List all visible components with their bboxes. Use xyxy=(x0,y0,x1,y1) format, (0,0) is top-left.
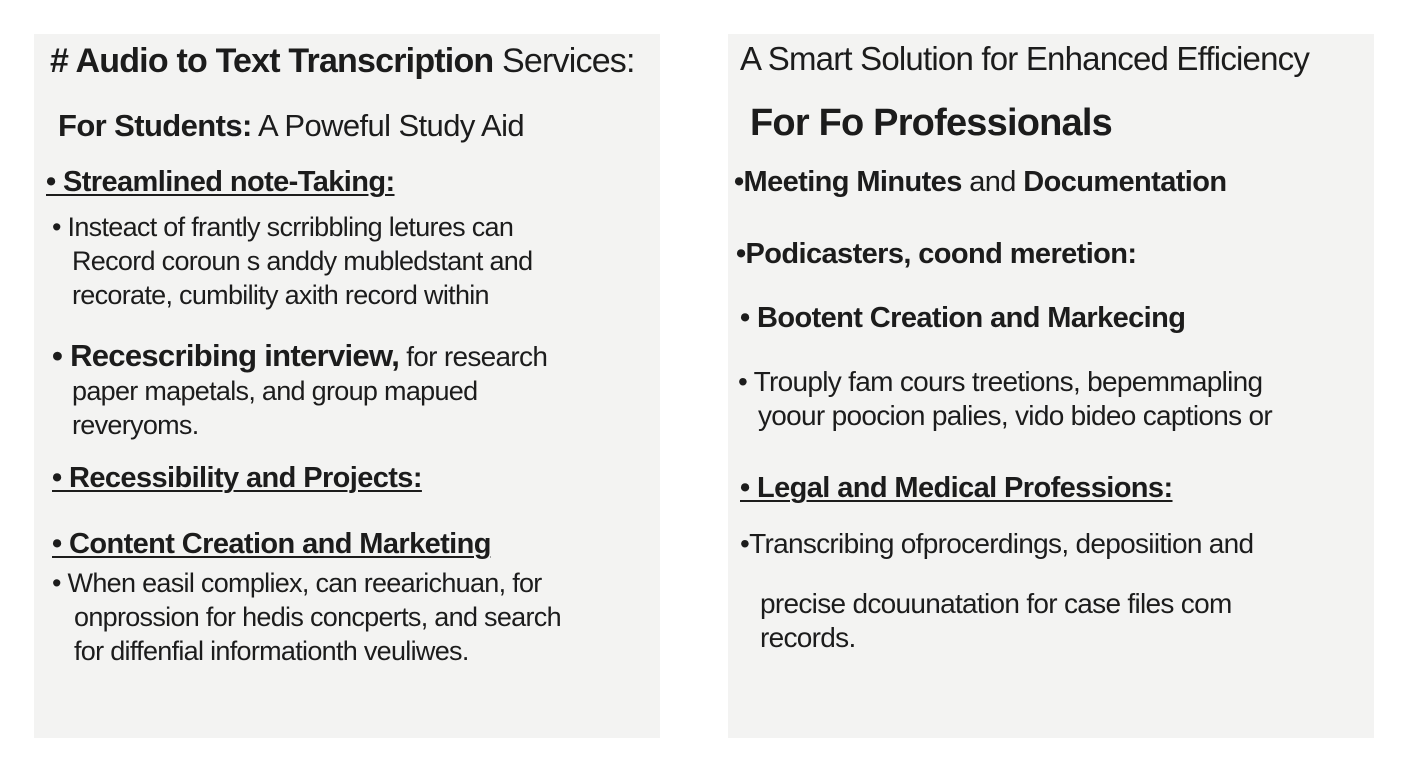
students-panel xyxy=(34,34,660,738)
section-line: Record coroun s anddy mubledstant and xyxy=(72,246,533,276)
item-legal-medical: • Legal and Medical Professions: xyxy=(740,472,1173,504)
section-line: onprossion for hedis concperts, and search xyxy=(74,602,561,632)
item-line: records. xyxy=(760,622,856,653)
section-heading-interview-bold: • Recescribing interview, xyxy=(52,338,400,373)
section-heading-content-creation: • Content Creation and Marketing xyxy=(52,528,491,560)
item-meeting-minutes-rest: and xyxy=(961,166,1024,198)
students-subtitle-bold: For Students: xyxy=(58,108,252,143)
item-line: •Transcribing ofprocerdings, deposiition and xyxy=(740,528,1254,559)
section-line: reveryoms. xyxy=(72,410,199,440)
item-meeting-minutes xyxy=(734,168,1227,197)
section-line: for diffenfial informationth veuliwes. xyxy=(74,636,469,666)
item-meeting-minutes-bold2: Documentation xyxy=(1023,166,1227,198)
item-line: • Trouply fam cours treetions, bepemmapling xyxy=(738,366,1263,397)
section-line: paper mapetals, and group mapued xyxy=(72,376,478,406)
page-title-bold: # Audio to Text Transcription xyxy=(50,42,494,80)
item-line: precise dcouunatation for case files com xyxy=(760,588,1232,619)
section-line: • Insteact of frantly scrribbling letures can xyxy=(52,212,514,242)
section-heading-accessibility: • Recessibility and Projects: xyxy=(52,462,422,494)
section-heading-interview xyxy=(52,340,547,371)
page-title xyxy=(50,44,635,78)
page-title-rest: Services: xyxy=(493,42,635,80)
professionals-heading: For Fo Professionals xyxy=(750,102,1112,144)
solution-title: A Smart Solution for Enhanced Efficiency xyxy=(740,40,1310,77)
section-line: • When easil compliex, can reearichuan, for xyxy=(52,568,542,598)
section-heading-note-taking: • Streamlined note-Taking: xyxy=(46,166,395,198)
students-subtitle-rest: A Poweful Study Aid xyxy=(251,108,525,143)
section-heading-interview-rest: for research xyxy=(399,341,548,372)
professionals-panel xyxy=(728,34,1374,738)
item-line: yoour poocion palies, vido bideo captions or xyxy=(758,400,1272,431)
item-content-creation: • Bootent Creation and Markecing xyxy=(740,302,1186,334)
students-subtitle xyxy=(58,110,524,141)
item-meeting-minutes-bold: •Meeting Minutes xyxy=(734,166,962,198)
section-line: recorate, cumbility axith record within xyxy=(72,280,489,310)
item-podcasters: •Podicasters, coond meretion: xyxy=(736,238,1137,270)
